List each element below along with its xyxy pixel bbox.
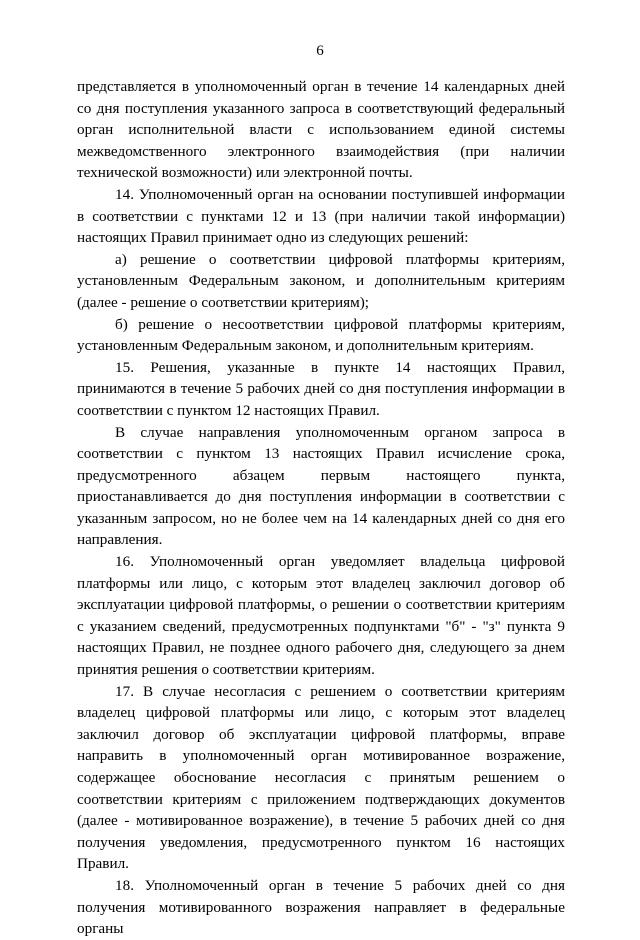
paragraph-item-18: 18. Уполномоченный орган в течение 5 рабочих дней со дня получения мотивированного возражения направляет в федеральные органы	[77, 876, 565, 938]
paragraph-item-14: 14. Уполномоченный орган на основании поступившей информации в соответствии с пунктами 12 и 13 (при наличии такой информации) настоящих Правил принимает одно из следующих решений:	[77, 185, 565, 247]
paragraph-subitem-a: а) решение о соответствии цифровой платформы критериям, установленным Федеральным законом, и дополнительным критериям (далее - решение о соответствии критериям);	[77, 250, 565, 311]
paragraph-item-15: 15. Решения, указанные в пункте 14 настоящих Правил, принимаются в течение 5 рабочих дней со дня поступления информации в соответствии с пунктом 12 настоящих Правил.	[77, 358, 565, 419]
paragraph-item-16: 16. Уполномоченный орган уведомляет владельца цифровой платформы или лицо, с которым этот владелец заключил договор об эксплуатации цифровой платформы, о решении о соответствии критериям с указанием сведений, предусмотренных подпунктами "б" - "з" пункта 9 настоящих Правил, не позднее одного рабочего дня, следующего за днем принятия решения о соответствии критериям.	[77, 553, 565, 679]
page-number: 6	[316, 43, 324, 59]
paragraph-item-15-second: В случае направления уполномоченным органом запроса в соответствии с пунктом 13 настоящих Правил исчисление срока, предусмотренного абзацем первым настоящего пункта, приостанавливается до дня поступления информации в соответствии с указанным запросом, но не более чем на 14 календарных дней со дня его направления.	[77, 423, 565, 549]
paragraph-continuation: представляется в уполномоченный орган в течение 14 календарных дней со дня поступления указанного запроса в соответствующий федеральный орган исполнительной власти с использованием единой системы межведомственного электронного взаимодействия (при наличии технической возможности) или электронной почты.	[77, 78, 565, 182]
paragraph-subitem-b: б) решение о несоответствии цифровой платформы критериям, установленным Федеральным законом, и дополнительным критериям.	[77, 315, 565, 355]
document-body	[77, 76, 565, 940]
paragraph-item-17: 17. В случае несогласия с решением о соответствии критериям владелец цифровой платформы или лицо, с которым этот владелец заключил договор об эксплуатации цифровой платформы, вправе направить в уполномоченный орган мотивированное возражение, содержащее обоснование несогласия с принятым решением о соответствии критериям с приложением подтверждающих документов (далее - мотивированное возражение), в течение 5 рабочих дней со дня получения уведомления, предусмотренного пунктом 16 настоящих Правил.	[77, 682, 565, 873]
